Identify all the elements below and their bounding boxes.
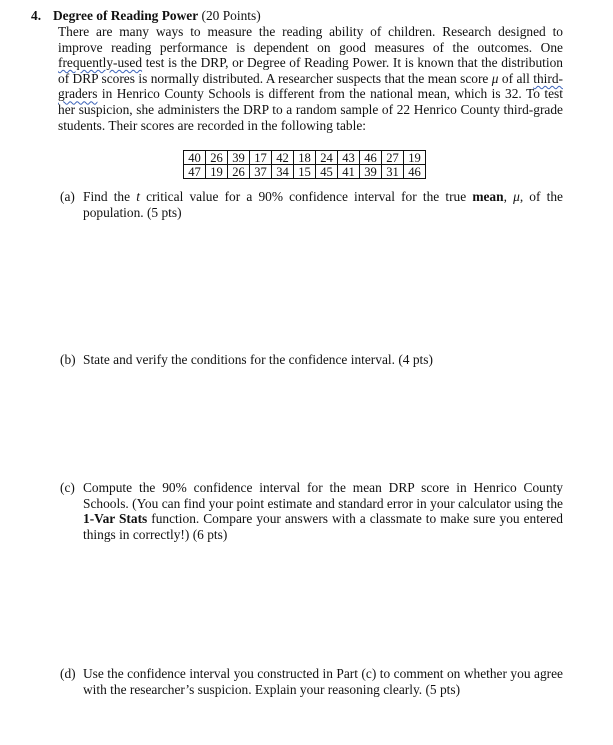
problem-points: (20 Points) — [198, 8, 261, 23]
score-cell: 26 — [228, 165, 250, 179]
problem-intro — [58, 24, 563, 133]
score-cell: 24 — [316, 151, 338, 165]
score-cell: 19 — [404, 151, 426, 165]
part-c-text-2: function. Compare your answers with a classmate to make sure you entered things in correctly!) (6 pts) — [83, 511, 563, 542]
part-a-text-2: critical value for a 90% confidence interval for the true — [139, 189, 473, 204]
intro-text-2: test is the DRP, or Degree of Reading Power. It is known that the distribution of DRP scores is normally distributed. A researcher suspects that the mean score — [58, 55, 563, 86]
mean-bold: mean — [472, 189, 504, 204]
problem-title: Degree of Reading Power — [53, 8, 199, 23]
part-c — [60, 480, 563, 542]
score-cell: 15 — [294, 165, 316, 179]
part-c-text-1: Compute the 90% confidence interval for the mean DRP score in Henrico County Schools. (You can find your point estimate and standard error in your calculator using the — [83, 480, 563, 511]
problem-number: 4. — [31, 8, 42, 23]
part-d-text: Use the confidence interval you constructed in Part (c) to comment on whether you agree with the researcher’s suspicion. Explain your reasoning clearly. (5 pts) — [83, 666, 563, 697]
score-cell: 40 — [184, 151, 206, 165]
part-a-text — [83, 189, 563, 220]
part-d-letter: (d) — [60, 666, 76, 681]
scores-row-1 — [184, 151, 426, 165]
part-a-text-1: Find the — [83, 189, 137, 204]
score-cell: 46 — [360, 151, 382, 165]
score-cell: 41 — [338, 165, 360, 179]
score-cell: 42 — [272, 151, 294, 165]
score-cell: 18 — [294, 151, 316, 165]
score-cell: 46 — [404, 165, 426, 179]
part-c-letter: (c) — [60, 480, 75, 495]
intro-text-1: There are many ways to measure the reading ability of children. Research designed to improve reading performance is dependent on good measures of the outcomes. One — [58, 24, 563, 55]
part-a — [60, 189, 563, 220]
part-b-text: State and verify the conditions for the confidence interval. (4 pts) — [83, 352, 433, 367]
score-cell: 31 — [382, 165, 404, 179]
score-cell: 43 — [338, 151, 360, 165]
part-c-text — [83, 480, 563, 542]
intro-text-3: of all — [498, 70, 534, 86]
score-cell: 39 — [228, 151, 250, 165]
score-cell: 45 — [316, 165, 338, 179]
score-cell: 26 — [206, 151, 228, 165]
score-cell: 19 — [206, 165, 228, 179]
intro-text-4: in Henrico County Schools is different from the national mean, which is 32. To test her suspicion, she administers the DRP to a random sample of 22 Henrico County third-grade students. Their scores are recorded in the following table: — [58, 86, 563, 133]
part-a-text-3: , of the population. (5 pts) — [83, 189, 563, 220]
mu-symbol: μ — [491, 70, 499, 86]
score-cell: 39 — [360, 165, 382, 179]
problem-heading — [31, 8, 576, 24]
part-d — [60, 666, 563, 697]
part-b — [60, 352, 563, 368]
score-cell: 37 — [250, 165, 272, 179]
score-cell: 17 — [250, 151, 272, 165]
spellcheck-underline-third-graders: third-graders — [58, 70, 563, 102]
score-cell: 27 — [382, 151, 404, 165]
score-cell: 34 — [272, 165, 294, 179]
scores-row-2 — [184, 165, 426, 179]
part-b-letter: (b) — [60, 352, 76, 367]
one-var-stats-bold: 1-Var Stats — [83, 511, 148, 527]
part-a-letter: (a) — [60, 189, 75, 204]
mu-symbol: μ — [513, 189, 520, 204]
scores-table — [183, 150, 426, 179]
score-cell: 47 — [184, 165, 206, 179]
t-symbol: t — [136, 189, 140, 204]
spellcheck-underline-frequently-used: frequently-used — [58, 55, 143, 71]
part-a-comma: , — [503, 189, 514, 204]
